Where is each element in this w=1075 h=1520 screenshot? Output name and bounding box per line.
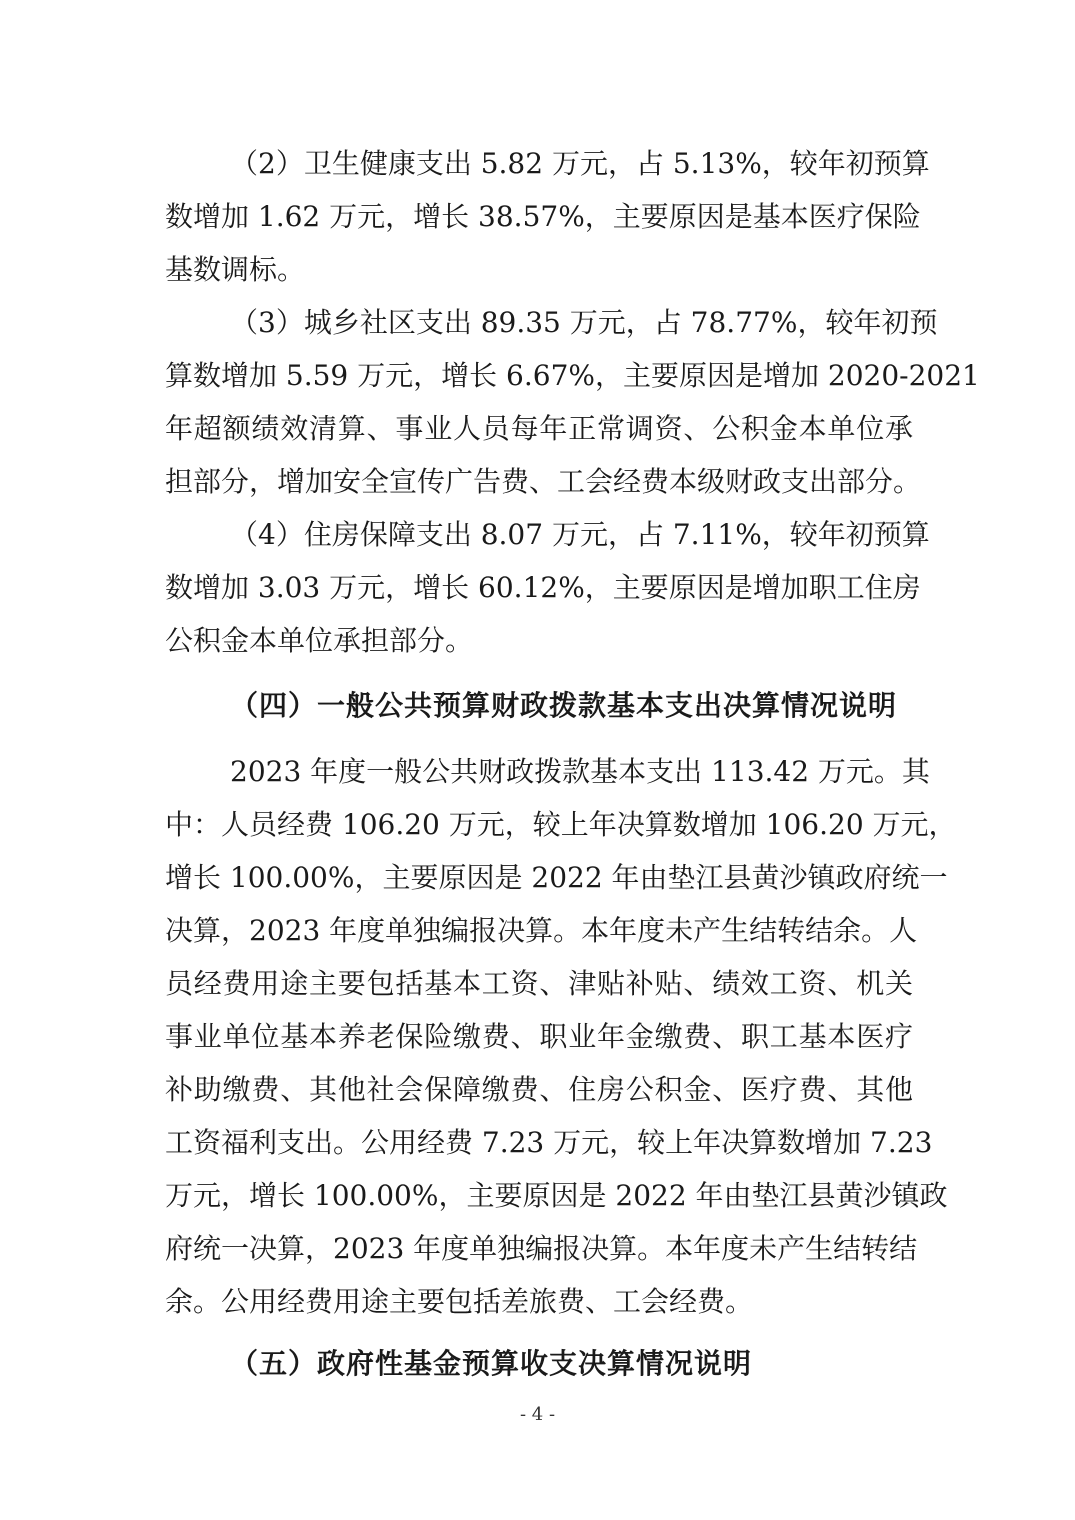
page-number: - 4 - [519, 1404, 556, 1425]
paragraph-health-line-2: 数增加 1.62 万元，增长 38.57%，主要原因是基本医疗保险 [165, 200, 921, 233]
paragraph-health-line-3: 基数调标。 [165, 253, 306, 286]
paragraph-housing-line-2: 数增加 3.03 万元，增长 60.12%，主要原因是增加职工住房 [165, 571, 921, 604]
paragraph-urban-line-3: 年超额绩效清算、事业人员每年正常调资、公积金本单位承 [165, 412, 913, 445]
section-heading-basic-expenditure: （四）一般公共预算财政拨款基本支出决算情况说明 [230, 689, 898, 722]
paragraph-basic-line-6: 事业单位基本养老保险缴费、职业年金缴费、职工基本医疗 [165, 1020, 913, 1053]
paragraph-housing-line-1: （4）住房保障支出 8.07 万元，占 7.11%，较年初预算 [230, 518, 930, 551]
paragraph-urban-line-4: 担部分，增加安全宣传广告费、工会经费本级财政支出部分。 [165, 465, 922, 498]
paragraph-basic-line-7: 补助缴费、其他社会保障缴费、住房公积金、医疗费、其他 [165, 1073, 913, 1106]
paragraph-housing-line-3: 公积金本单位承担部分。 [165, 624, 474, 657]
paragraph-basic-line-10: 府统一决算，2023 年度单独编报决算。本年度未产生结转结 [165, 1232, 918, 1265]
paragraph-basic-line-2: 中：人员经费 106.20 万元，较上年决算数增加 106.20 万元， [165, 808, 957, 841]
paragraph-basic-line-9: 万元，增长 100.00%，主要原因是 2022 年由垫江县黄沙镇政 [165, 1179, 948, 1212]
section-heading-government-fund: （五）政府性基金预算收支决算情况说明 [230, 1347, 753, 1380]
paragraph-health-line-1: （2）卫生健康支出 5.82 万元，占 5.13%，较年初预算 [230, 147, 930, 180]
paragraph-basic-line-1: 2023 年度一般公共财政拨款基本支出 113.42 万元。其 [230, 755, 930, 788]
paragraph-basic-line-8: 工资福利支出。公用经费 7.23 万元，较上年决算数增加 7.23 [165, 1126, 933, 1159]
paragraph-basic-line-5: 员经费用途主要包括基本工资、津贴补贴、绩效工资、机关 [165, 967, 913, 1000]
paragraph-urban-line-1: （3）城乡社区支出 89.35 万元，占 78.77%，较年初预 [230, 306, 938, 339]
paragraph-basic-line-3: 增长 100.00%，主要原因是 2022 年由垫江县黄沙镇政府统一 [165, 861, 948, 894]
paragraph-basic-line-11: 余。公用经费用途主要包括差旅费、工会经费。 [165, 1285, 754, 1318]
paragraph-basic-line-4: 决算，2023 年度单独编报决算。本年度未产生结转结余。人 [165, 914, 918, 947]
paragraph-urban-line-2: 算数增加 5.59 万元，增长 6.67%，主要原因是增加 2020-2021 [165, 359, 980, 392]
